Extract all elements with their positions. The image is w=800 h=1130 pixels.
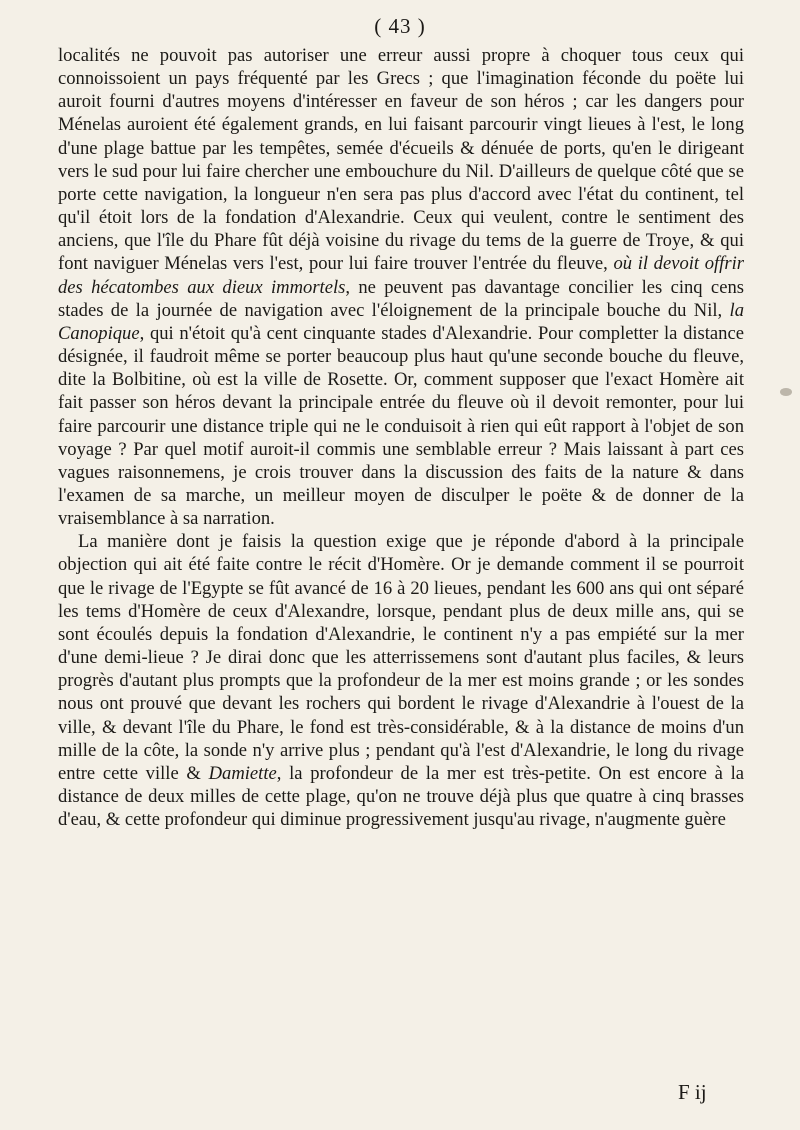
text-run: La manière dont je faisis la question exige que je réponde d'abord à la principale objection qui ait été faite contre le récit d'Homère. Or je demande comment il se pourroit que le rivage de l'Egypte se fût avancé de 16 à 20 lieues, pendant les 600 ans qui ont séparé les tems d'Homère de ceux d'Alexandre, lorsque, pendant plus de deux mille ans, qui se sont écoulés depuis la fondation d'Alexandrie, le continent n'y a pas empiété sur la mer d'une demi-lieue ? Je dirai donc que les atterrissemens sont d'autant plus faciles, & leurs progrès d'autant plus prompts que la profondeur de la mer est moins grande ; or les sondes nous ont prouvé que devant les rochers qui bordent le rivage d'Alexandrie à l'ouest de la ville, & devant l'île du Phare, le fond est très-considérable, & à la distance de moins d'un mille de la côte, la sonde n'y arrive plus ; pendant qu'à l'est d'Alexandrie, le long du rivage entre cette ville & xyxy=(58,531,744,784)
text-run: , qui n'étoit qu'à cent cinquante stades d'Alexandrie. Pour completter la distance désignée, il faudroit même se porter beaucoup plus haut qu'une seconde bouche du fleuve, dite la Bolbitine, où est la ville de Rosette. Or, comment supposer que l'exact Homère ait fait passer son héros devant la principale entrée du fleuve où il devoit remonter, pour lui faire parcourir une distance triple qui ne le conduisoit à rien qui eût rapport à l'objet de son voyage ? Par quel motif auroit-il commis une semblable erreur ? Mais laissant à part ces vagues raisonnemens, je crois trouver dans la discussion des faits de la nature & dans l'examen de sa marche, un meilleur moyen de disculper le poëte & de donner de la vraisemblance à sa narration. xyxy=(58,322,744,530)
page-number: ( 43 ) xyxy=(374,14,426,38)
paragraph-1 xyxy=(58,44,744,530)
signature-mark: F ij xyxy=(678,1080,707,1104)
paper-stain xyxy=(780,388,792,396)
text-run: localités ne pouvoit pas autoriser une erreur aussi propre à choquer tous ceux qui connoissoient un pays fréquenté par les Grecs ; que l'imagination féconde du poëte lui auroit fourni d'autres moyens d'intéresser en faveur de son héros ; car les dangers pour Ménelas auroient été également grands, en lui faisant parcourir vingt lieues à l'est, le long d'une plage battue par les tempêtes, semée d'écueils & dénuée de ports, qu'en le dirigeant vers le sud pour lui faire chercher une embouchure du Nil. D'ailleurs de quelque côté que se porte cette navigation, la longueur n'en sera pas plus d'accord avec l'état du continent, tel qu'il étoit lors de la fondation d'Alexandrie. Ceux qui veulent, contre le sentiment des anciens, que l'île du Phare fût déjà voisine du rivage du tems de la guerre de Troye, & qui font naviguer Ménelas vers l'est, pour lui faire trouver l'entrée du fleuve, xyxy=(58,45,744,275)
italic-run: Damiette xyxy=(208,762,277,784)
text-run: , la profondeur de la mer est très-petite. On est encore à la distance de deux milles de cette plage, qu'on ne trouve déjà plus que quatre à cinq brasses d'eau, & cette profondeur qui diminue progressivement jusqu'au rivage, n'augmente guère xyxy=(58,762,745,831)
text-run: , ne peuvent pas davantage concilier les cinq cens stades de la journée de navigation avec l'éloignement de la principale bouche du Nil, xyxy=(58,276,744,321)
italic-run: où il devoit offrir des hécatombes aux dieux immortels xyxy=(58,253,744,298)
italic-run: la Canopique xyxy=(58,299,744,344)
body-text xyxy=(58,44,744,831)
paragraph-2 xyxy=(58,530,744,831)
